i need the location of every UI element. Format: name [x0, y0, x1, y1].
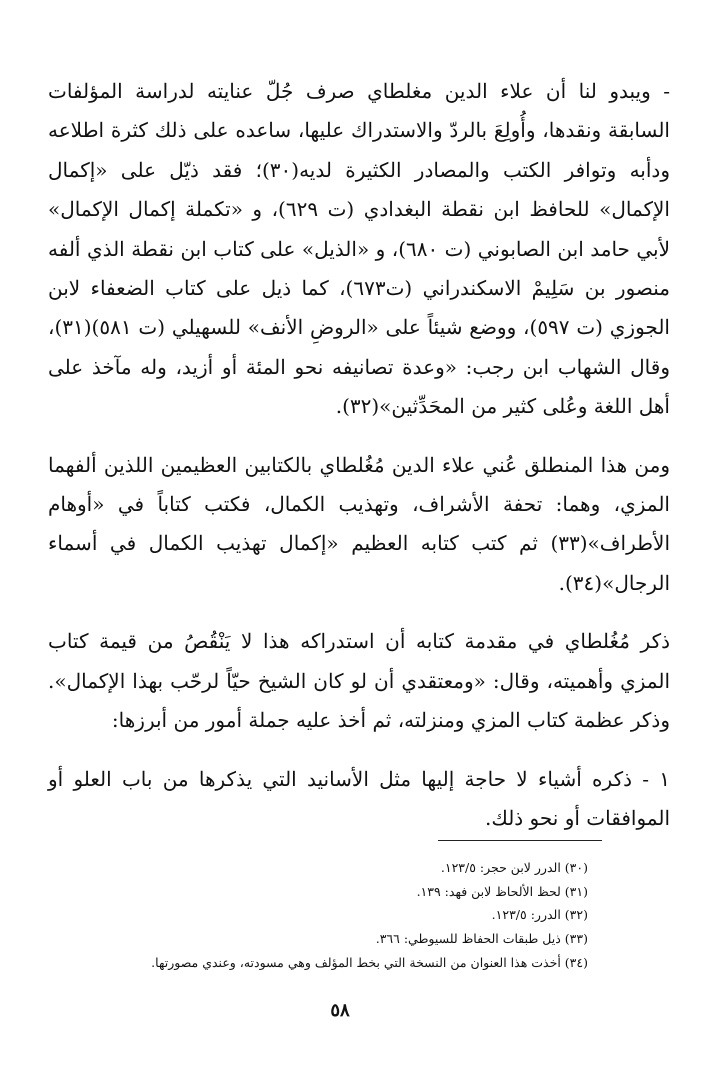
footnotes: [70, 856, 588, 975]
paragraph-2: ومن هذا المنطلق عُني علاء الدين مُغُلطاي بالكتابين العظيمين اللذين ألفهما المزي، وهما: تحفة الأشراف، وتهذيب الكمال، فكتب كتاباً في «أوهام الأطراف»(٣٣) ثم كتب كتابه العظيم «إكمال تهذيب الكمال في أسماء الرجال»(٣٤).: [48, 452, 670, 595]
footnote-30: (٣٠) الدرر لابن حجر: ١٢٣/٥.: [440, 860, 588, 875]
main-text: [48, 72, 670, 838]
paragraph-4: ١ - ذكره أشياء لا حاجة إليها مثل الأسانيد التي يذكرها من باب العلو أو الموافقات أو نحو ذلك.: [48, 766, 670, 830]
paragraph-1: - ويبدو لنا أن علاء الدين مغلطاي صرف جُلّ عنايته لدراسة المؤلفات السابقة ونقدها، وأُولِعَ بالردّ والاستدراك عليها، ساعده على ذلك كثرة اطلاعه ودأبه وتوافر الكتب والمصادر الكثيرة لديه(٣٠)؛ فقد ذيّل على «إكمال الإكمال» للحافظ ابن نقطة البغدادي (ت ٦٢٩)، و «تكملة إكمال الإكمال» لأبي حامد ابن الصابوني (ت ٦٨٠)، و «الذيل» على كتاب ابن نقطة الذي ألفه منصور بن سَلِيمْ الاسكندراني (ت٦٧٣)، كما ذيل على كتاب الضعفاء لابن الجوزي (ت ٥٩٧)، ووضع شيئاً على «الروضِ الأنف» للسهيلي (ت ٥٨١)(٣١)، وقال الشهاب ابن رجب: «وعدة تصانيفه نحو المئة أو أزيد، وله مآخذ على أهل اللغة وعُلى كثير من المحَدِّثين»(٣٢).: [48, 79, 671, 419]
footnote-separator: [438, 840, 602, 841]
footnote-33: (٣٣) ذيل طبقات الحفاظ للسيوطي: ٣٦٦.: [375, 931, 588, 947]
footnote-31: (٣١) لحظ الألحاظ لابن فهد: ١٣٩.: [416, 883, 588, 899]
page-number: ٥٨: [330, 1000, 350, 1021]
footnote-32: (٣٢) الدرر: ١٢٣/٥.: [491, 907, 588, 923]
paragraph-3: ذكر مُغُلطاي في مقدمة كتابه أن استدراكه هذا لا يَنْقُصُ من قيمة كتاب المزي وأهميته، وقال: «ومعتقدي أن لو كان الشيخ حيّاً لرحّب بهذا الإكمال». وذكر عظمة كتاب المزي ومنزلته، ثم أخذ عليه جملة أمور من أبرزها:: [48, 629, 670, 733]
footnote-34: (٣٤) أخذت هذا العنوان من النسخة التي بخط المؤلف وهي مسودته، وعندي مصورتها.: [151, 954, 588, 970]
